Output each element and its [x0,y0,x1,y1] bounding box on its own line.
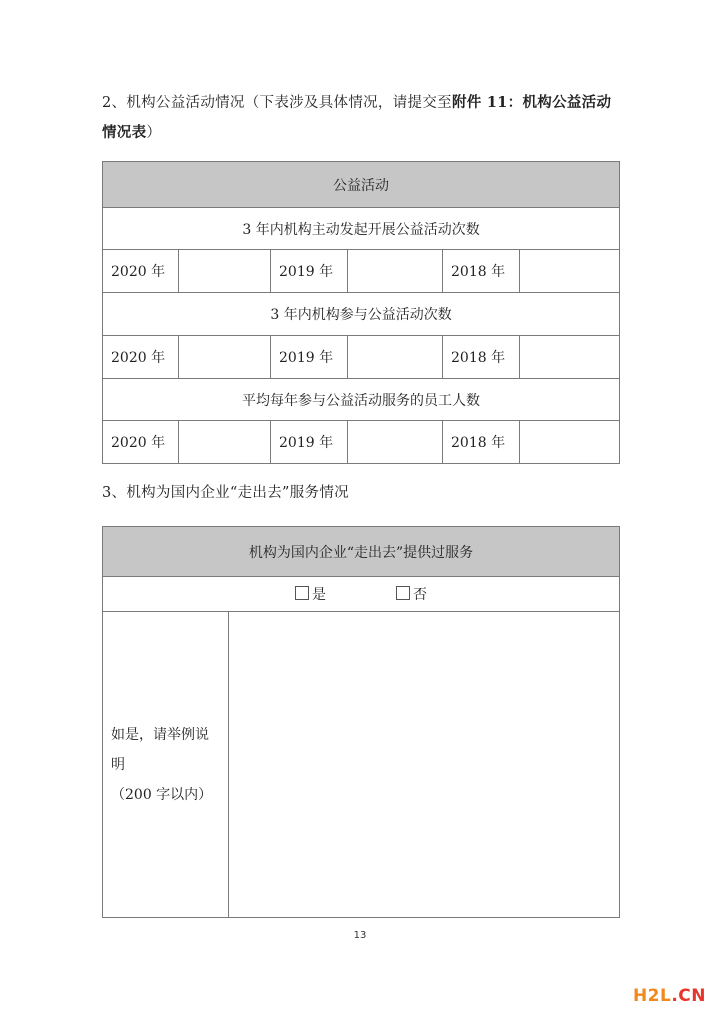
no-label: 否 [413,587,427,603]
yes-label: 是 [312,587,326,603]
year-label-2019: 2019 年 [271,421,348,464]
yes-option[interactable] [295,587,326,603]
year-label-2019: 2019 年 [271,336,348,379]
example-label-cell [103,612,229,918]
public-welfare-table [102,161,620,464]
page-number: 13 [353,930,367,941]
public-welfare-header: 公益活动 [103,162,620,208]
yes-checkbox[interactable] [295,586,309,600]
watermark-logo [633,986,706,1006]
row-title-average-staff: 平均每年参与公益活动服务的员工人数 [103,379,620,421]
initiated-2018-field[interactable] [520,250,620,293]
participated-2018-field[interactable] [520,336,620,379]
year-label-2018: 2018 年 [443,250,520,293]
year-label-2020: 2020 年 [103,336,179,379]
staff-2020-field[interactable] [179,421,271,464]
watermark-part-1: H2L [632,986,672,1006]
year-label-2019: 2019 年 [271,250,348,293]
participated-2020-field[interactable] [179,336,271,379]
participated-2019-field[interactable] [348,336,443,379]
year-label-2020: 2020 年 [103,421,179,464]
year-label-2018: 2018 年 [443,336,520,379]
going-global-header: 机构为国内企业“走出去”提供过服务 [103,527,620,577]
section-3-heading: 3、机构为国内企业“走出去”服务情况 [102,485,349,501]
section-2-heading [102,88,622,148]
attachment-reference: 附件 11：机构公益活动情况表 [102,94,612,141]
no-checkbox[interactable] [396,586,410,600]
example-label: 如是，请举例说明 [111,726,209,773]
yes-no-choice [103,577,620,612]
initiated-2019-field[interactable] [348,250,443,293]
example-word-limit: （200 字以内） [111,786,213,803]
row-title-participated-activities: 3 年内机构参与公益活动次数 [103,293,620,336]
staff-2018-field[interactable] [520,421,620,464]
watermark-part-2: .CN [671,986,706,1006]
example-description-field[interactable] [229,612,620,918]
year-label-2018: 2018 年 [443,421,520,464]
row-title-initiated-activities: 3 年内机构主动发起开展公益活动次数 [103,208,620,250]
initiated-2020-field[interactable] [179,250,271,293]
year-label-2020: 2020 年 [103,250,179,293]
going-global-table [102,526,620,918]
staff-2019-field[interactable] [348,421,443,464]
section-2-text: 2、机构公益活动情况（下表涉及具体情况，请提交至 [102,95,452,111]
section-2-closing: ） [146,125,162,141]
no-option[interactable] [396,587,427,603]
